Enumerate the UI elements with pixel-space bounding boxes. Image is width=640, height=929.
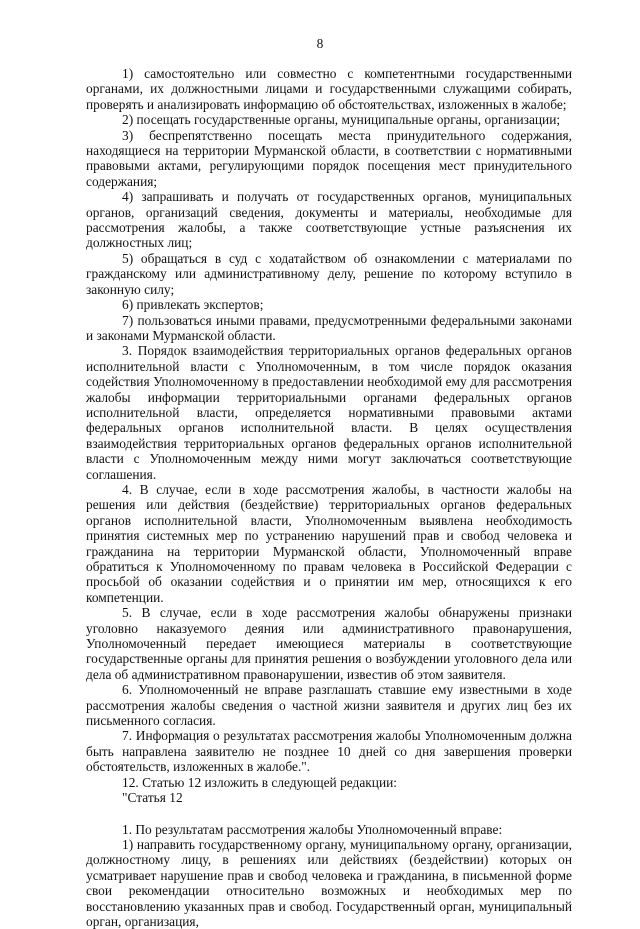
blank-line bbox=[86, 806, 572, 822]
page-number: 8 bbox=[316, 36, 324, 51]
paragraph-rights-2: 2) посещать государственные органы, муниципальные органы, организации; bbox=[122, 112, 561, 128]
paragraph-rights-3: 3) беспрепятственно посещать места принудительного содержания, находящиеся на территории Мурманской области, в соответствии с нормативными правовыми актами, регулирующими порядок посещения мест принудительного содержания; bbox=[86, 127, 572, 189]
article-12-heading: "Статья 12 bbox=[122, 790, 183, 806]
paragraph-rights-1: 1) самостоятельно или совместно с компетентными государственными органами, их должностными лицами и государственными служащими собирать, проверять и анализировать информацию об обстоятельствах, изложенных в жалобе; bbox=[86, 66, 572, 112]
paragraph-rights-5: 5) обращаться в суд с ходатайством об ознакомлении с материалами по гражданскому или административному делу, решение по которому вступило в законную силу; bbox=[86, 250, 572, 297]
paragraph-rights-4: 4) запрашивать и получать от государственных органов, муниципальных органов, организаций сведения, документы и материалы, необходимые для рассмотрения жалобы, а также соответствующие устные разъяснения их должностных лиц; bbox=[86, 189, 572, 251]
paragraph-article-12-point-1: 1. По результатам рассмотрения жалобы Уполномоченный вправе: bbox=[122, 821, 503, 837]
paragraph-point-4: 4. В случае, если в ходе рассмотрения жалобы, в частности жалобы на решения или действия (бездействие) территориальных органов федеральных органов исполнительной власти, Уполномоченным выявлена необходимость принятия системных мер по устранению нарушений прав и свобод человека и гражданина на территории Мурманской области, Уполномоченный вправе обратиться к Уполномоченному по правам человека в Российской Федерации с просьбой об оказании содействия и о принятии им мер, относящихся к его компетенции. bbox=[86, 481, 572, 605]
paragraph-article-12-sub-1: 1) направить государственному органу, муниципальному органу, организации, должностному лицу, в решениях или действиях (бездействии) которых он усматривает нарушение прав и свобод человека и гражданина, в письменной форме свои рекомендации относительно возможных и необходимых мер по восстановлению указанных прав и свобод. Государственный орган, муниципальный орган, организация, bbox=[86, 836, 572, 929]
paragraph-rights-7: 7) пользоваться иными правами, предусмотренными федеральными законами и законами Мурманской области. bbox=[86, 312, 572, 343]
document-body bbox=[86, 66, 572, 929]
paragraph-point-3: 3. Порядок взаимодействия территориальных органов федеральных органов исполнительной власти с Уполномоченным, в том числе порядок оказания содействия Уполномоченному в предоставлении необходимой ему для рассмотрения жалобы информации территориальными органами федеральных органов исполнительной власти, определяется нормативными правовыми актами федеральных органов исполнительной власти. В целях осуществления взаимодействия территориальных органов федеральных органов исполнительной власти с Уполномоченным между ними могут заключаться соответствующие соглашения. bbox=[86, 343, 572, 482]
paragraph-point-5: 5. В случае, если в ходе рассмотрения жалобы обнаружены признаки уголовно наказуемого деяния или административного правонарушения, Уполномоченный передает имеющиеся материалы в соответствующие государственные органы для принятия решения о возбуждении уголовного дела или дела об административном правонарушении, известив об этом заявителя. bbox=[86, 605, 572, 682]
paragraph-point-6: 6. Уполномоченный не вправе разглашать ставшие ему известными в ходе рассмотрения жалобы сведения о частной жизни заявителя и других лиц без их письменного согласия. bbox=[86, 682, 572, 729]
paragraph-rights-6: 6) привлекать экспертов; bbox=[122, 297, 264, 313]
paragraph-point-7: 7. Информация о результатах рассмотрения жалобы Уполномоченным должна быть направлена заявителю не позднее 10 дней со дня завершения проверки обстоятельств, изложенных в жалобе.". bbox=[86, 728, 572, 775]
paragraph-amendment-12: 12. Статью 12 изложить в следующей редакции: bbox=[122, 774, 398, 790]
